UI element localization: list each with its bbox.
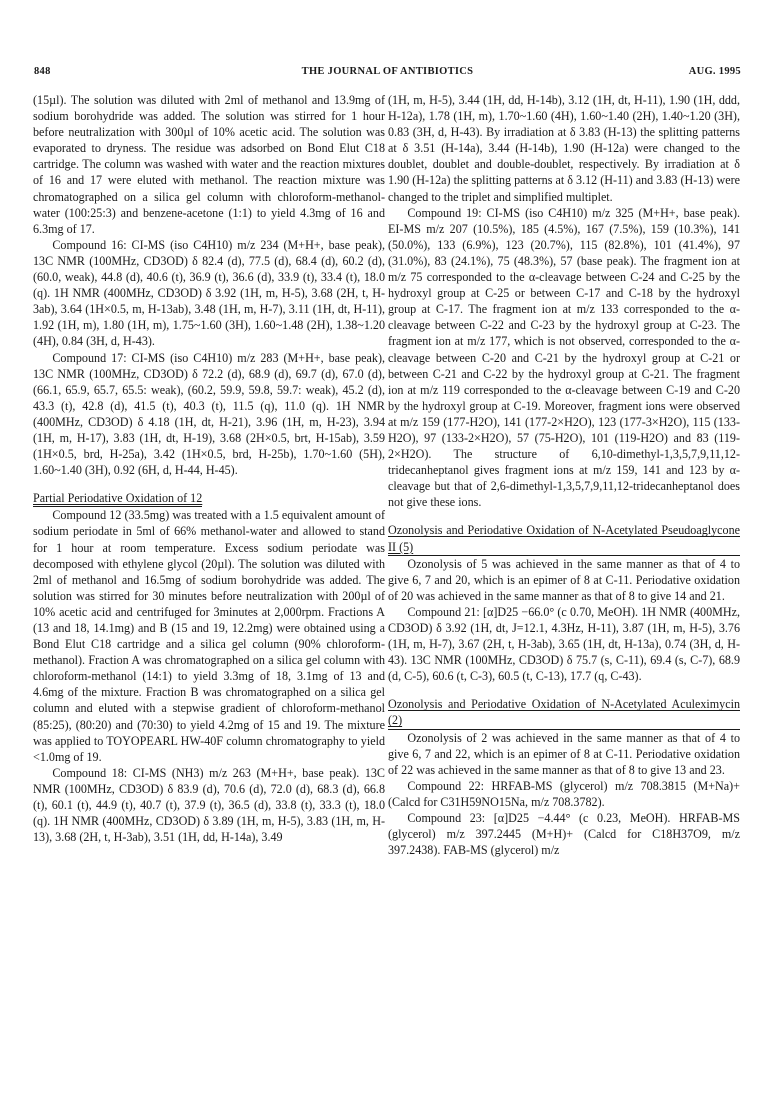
page-number: 848 (34, 66, 51, 77)
paragraph: Ozonolysis of 2 was achieved in the same manner as that of 4 to give 6, 7 and 22, which is an epimer of 8 at C-11. Periodative oxidation of 22 was achieved in the same manner as that of 8 to give 13 and 23. (388, 730, 740, 777)
section-heading (388, 522, 740, 555)
paragraph: Compound 22: HRFAB-MS (glycerol) m/z 708.3815 (M+Na)+ (Calcd for C31H59NO15Na, m/z 708.3782). (388, 778, 740, 809)
right-column (388, 92, 740, 858)
journal-title: THE JOURNAL OF ANTIBIOTICS (301, 66, 474, 77)
section-heading (33, 490, 202, 507)
issue-date: AUG. 1995 (688, 66, 741, 77)
section-heading (388, 696, 740, 729)
section-heading-text: Ozonolysis and Periodative Oxidation of N-Acetylated Aculeximycin (2) (388, 697, 740, 728)
section-heading-text: Ozonolysis and Periodative Oxidation of N-Acetylated Pseudoaglycone II (5) (388, 523, 740, 554)
paragraph: Compound 23: [α]D25 −4.44° (c 0.23, MeOH). HRFAB-MS (glycerol) m/z 397.2445 (M+H)+ (Calcd for C18H37O9, m/z 397.2438). FAB-MS (glycerol) m/z (388, 811, 740, 858)
paragraph: Ozonolysis of 5 was achieved in the same manner as that of 4 to give 6, 7 and 20, which is an epimer of 8 at C-11. Periodative oxidation of 20 was achieved in the same manner as that of 8 to give 14 and 21. (388, 556, 740, 603)
paragraph: (15µl). The solution was diluted with 2ml of methanol and 13.9mg of sodium borohydride was added. The solution was stirred for 1 hour before neutralization with 300µl of 10% acetic acid. The solution was evaporated to dryness. The residue was adsorbed on Bond Elut C18 cartridge. The column was washed with water and the reaction mixtures of 16 and 17 were eluted with methanol. The reaction mixture was chromatographed on a silica gel column with chloroform-methanol-water (100:25:3) and benzene-acetone (1:1) to yield 4.3mg of 16 and 6.3mg of 17. (33, 93, 385, 236)
left-column (33, 92, 385, 845)
paragraph: Compound 19: CI-MS (iso C4H10) m/z 325 (M+H+, base peak). EI-MS m/z 207 (10.5%), 185 (4.5%), 167 (7.5%), 159 (10.3%), 141 (50.0%), 133 (6.9%), 123 (20.7%), 115 (82.8%), 101 (41.4%), 97 (31.0%), 83 (24.1%), 75 (48.3%), 57 (base peak). The fragment ion at m/z 75 corresponded to the α-cleavage between C-24 and C-25 by the hydroxyl group at C-25 or between C-17 and C-18 by the hydroxyl group at C-17. The fragment ion at m/z 133 corresponded to the α-cleavage between C-22 and C-23 by the hydroxyl group at C-23. The fragment ion at m/z 177, which is not observed, corresponded to the α-cleavage between C-20 and C-21 by the hydroxyl group at C-21 or between C-21 and C-22 by the hydroxyl group at C-21. The fragment ion at m/z 119 corresponded to the α-cleavage between C-19 and C-20 by the hydroxyl group at C-19. Moreover, fragment ions were observed at m/z 159 (177-H2O), 141 (177-2×H2O), 123 (177-3×H2O), 115 (133-H2O), 97 (133-2×H2O), 57 (75-H2O), 101 (119-H2O) and 83 (119-2×H2O). The structure of 6,10-dimethyl-1,3,5,7,9,11,12-tridecanheptanol gives fragment ions at m/z 159, 141 and 123 by α-cleavage but that of 2,6-dimethyl-1,3,5,7,9,11,12-tridecanheptanol does not give these ions. (388, 205, 740, 510)
paragraph: Compound 21: [α]D25 −66.0° (c 0.70, MeOH). 1H NMR (400MHz, CD3OD) δ 3.92 (1H, dt, J=12.1, 4.3Hz, H-11), 3.87 (1H, m, H-5), 3.76 (1H, m, H-7), 3.67 (2H, t, H-3ab), 3.65 (1H, dt, H-13a), 0.74 (3H, d, H-43). 13C NMR (100MHz, CD3OD) δ 75.7 (s, C-11), 69.4 (s, C-7), 68.9 (d, C-5), 60.6 (t, C-3), 60.5 (t, C-13), 17.7 (q, C-43). (388, 604, 740, 684)
section-heading-text: Partial Periodative Oxidation of 12 (33, 491, 203, 506)
running-header (34, 66, 741, 82)
paragraph: Compound 18: CI-MS (NH3) m/z 263 (M+H+, base peak). 13C NMR (100MHz, CD3OD) δ 83.9 (d), 70.6 (d), 72.0 (d), 68.3 (d), 66.8 (t), 60.1 (t), 44.9 (t), 40.7 (t), 37.9 (t), 36.5 (d), 33.8 (t), 33.3 (t), 18.0 (q). 1H NMR (400MHz, CD3OD) δ 3.89 (1H, m, H-5), 3.83 (1H, m, H-13), 3.68 (2H, t, H-3ab), 3.51 (1H, dd, H-14a), 3.49 (33, 765, 385, 845)
paragraph: Compound 16: CI-MS (iso C4H10) m/z 234 (M+H+, base peak), 13C NMR (100MHz, CD3OD) δ 82.4 (d), 77.5 (d), 68.4 (d), 60.2 (d), (60.0, weak), 44.8 (d), 40.6 (t), 36.9 (t), 36.6 (d), 33.9 (t), 33.4 (t), 18.0 (q). 1H NMR (400MHz, CD3OD) δ 3.92 (1H, m, H-5), 3.68 (2H, t, H-3ab), 3.64 (1H×0.5, m, H-13ab), 3.48 (1H, m, H-7), 3.11 (1H, dt, H-11), 1.92 (1H, m), 1.80 (1H, m), 1.75~1.60 (3H), 1.60~1.48 (2H), 1.38~1.20 (4H), 0.84 (3H, d, H-43). (33, 237, 385, 349)
paragraph: (1H, m, H-5), 3.44 (1H, dd, H-14b), 3.12 (1H, dt, H-11), 1.90 (1H, ddd, H-12a), 1.78 (1H, m), 1.70~1.60 (4H), 1.60~1.40 (2H), 1.40~1.20 (3H), 0.83 (3H, d, H-43). By irradiation at δ 3.83 (H-13) the splitting patterns at δ 3.51 (H-14a), 3.44 (H-14b), 1.90 (H-12a) were changed to the doublet, doublet and double-doublet, respectively. By irradiation at δ 1.90 (H-12a) the splitting patterns at δ 3.12 (H-11) and 3.83 (H-13) were changed to the triplet and simplified multiplet. (388, 93, 740, 204)
paragraph: Compound 17: CI-MS (iso C4H10) m/z 283 (M+H+, base peak), 13C NMR (100MHz, CD3OD) δ 72.2 (d), 68.9 (d), 69.7 (d), 67.0 (d), (66.1, 65.9, 65.7, 65.5: weak), (60.2, 59.9, 59.8, 59.7: weak), 45.2 (d), 43.3 (t), 42.8 (d), 41.5 (t), 40.3 (t), 11.5 (q), 11.0 (q). 1H NMR (400MHz, CD3OD) δ 4.18 (1H, dt, H-21), 3.96 (1H, m, H-23), 3.94 (1H, m, H-17), 3.83 (1H, dt, H-19), 3.68 (2H×0.5, brt, H-15ab), 3.59 (1H×0.5, brd, H-25a), 3.42 (1H×0.5, brd, H-25b), 1.70~1.60 (5H), 1.60~1.40 (3H), 0.92 (6H, d, H-44, H-45). (33, 350, 385, 478)
paragraph: Compound 12 (33.5mg) was treated with a 1.5 equivalent amount of sodium periodate in 5ml of 66% methanol-water and allowed to stand for 1 hour at room temperature. Excess sodium periodate was decomposed with ethylene glycol (20µl). The solution was diluted with 2ml of methanol and 16.5mg of sodium borohydride was added. The solution was stirred for 30 minutes before neutralization with 200µl of 10% acetic acid and centrifuged for 3minutes at 2,000rpm. Fractions A (13 and 18, 14.1mg) and B (15 and 19, 12.2mg) were obtained using a Bond Elut C18 cartridge and a silica gel column (90% chloroform-methanol). Fraction A was chromatographed on a silica gel column with chloroform-methanol (14:1) to yield 3.3mg of 18, 3.1mg of 13 and 4.6mg of the mixture. Fraction B was chromatographed on a silica gel column and eluted with a stepwise gradient of chloroform-methanol (85:25), (80:20) and (70:30) to yield 4.2mg of 15 and 19. The mixture was applied to TOYOPEARL HW-40F column chromatography to yield <1.0mg of 19. (33, 508, 385, 764)
